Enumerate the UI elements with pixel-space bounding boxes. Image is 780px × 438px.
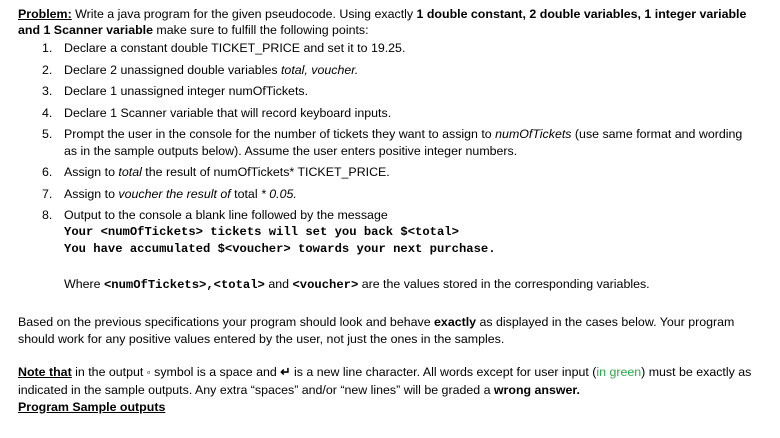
step-number: 2. xyxy=(42,62,53,77)
step-number: 1. xyxy=(42,41,53,55)
step-number: 7. xyxy=(42,186,53,201)
step-8 xyxy=(18,207,758,224)
step-text-b: (use same format and wording as in the sample outputs below). Assume the user enters positive integer numbers. xyxy=(64,127,743,158)
step-italic: total xyxy=(118,165,142,179)
where-var-tickets: <numOfTickets> xyxy=(103,277,207,292)
where-var-total: <total> xyxy=(213,277,265,292)
step-number: 8. xyxy=(42,208,53,222)
problem-statement xyxy=(18,6,758,38)
step-italic: numOfTickets xyxy=(495,127,572,141)
step-3 xyxy=(18,83,758,100)
note-wrong-answer: wrong answer. xyxy=(493,382,580,397)
note-text-a: in the output xyxy=(71,364,147,379)
note-paragraph xyxy=(18,364,758,416)
step-text: Declare 1 unassigned integer numOfTickets. xyxy=(64,84,309,98)
note-text-b: symbol is a space and xyxy=(150,364,281,379)
problem-requirements: 1 double constant, 2 double variables, 1 integer variable and 1 Scanner variable xyxy=(18,7,747,37)
code-line-1: Your <numOfTickets> tickets will set you back $<total> xyxy=(64,224,459,239)
problem-intro-b: make sure to fulfill the following points: xyxy=(152,23,369,37)
step-1 xyxy=(18,40,758,57)
step-italic-2: * 0.05. xyxy=(261,186,297,201)
para1-exactly: exactly xyxy=(434,314,477,329)
step-7 xyxy=(18,186,758,203)
step-number: 4. xyxy=(42,105,53,120)
behavior-paragraph xyxy=(18,314,758,348)
where-separator: , xyxy=(206,277,214,292)
space-symbol-icon: ◦ xyxy=(146,366,151,379)
para1-text-b: as displayed in the cases below. Your program should work for any positive values entered by the user, not just the ones in the samples. xyxy=(18,314,735,346)
step-6 xyxy=(18,164,758,181)
where-text-b: are the values stored in the corresponding variables. xyxy=(358,276,650,291)
step-text: Declare 1 Scanner variable that will record keyboard inputs. xyxy=(64,105,392,120)
step-number: 5. xyxy=(42,127,53,141)
step-number: 3. xyxy=(42,84,53,98)
note-green-label: in green xyxy=(596,364,642,379)
where-explanation xyxy=(18,276,758,293)
step-5 xyxy=(18,126,758,159)
step-italic: voucher the result of xyxy=(118,186,231,201)
step-text: Declare a constant double TICKET_PRICE and set it to 19.25. xyxy=(64,41,406,55)
note-text-d: ) must be exactly as indicated in the sample outputs. Any extra “spaces” and/or “new lines” will be graded a xyxy=(18,364,752,397)
where-var-voucher: <voucher> xyxy=(292,277,359,292)
step-text-b: total xyxy=(230,186,262,201)
step-4 xyxy=(18,105,758,122)
newline-symbol-icon: ↵ xyxy=(280,364,291,379)
problem-label: Problem: xyxy=(18,7,72,21)
sample-outputs-heading: Program Sample outputs xyxy=(18,399,166,414)
steps-list xyxy=(18,40,758,224)
step-text-b: the result of numOfTickets* TICKET_PRICE. xyxy=(141,165,390,179)
problem-intro-a: Write a java program for the given pseudocode. Using exactly xyxy=(71,7,417,21)
step-text: Assign to xyxy=(64,186,119,201)
note-label: Note that xyxy=(18,364,72,379)
step-text: Declare 2 unassigned double variables xyxy=(64,62,281,77)
where-and: and xyxy=(264,276,293,291)
step-text: Assign to xyxy=(64,165,119,179)
note-text-c: is a new line character. All words except for user input ( xyxy=(290,364,597,379)
step-text: Output to the console a blank line followed by the message xyxy=(64,208,388,222)
step-number: 6. xyxy=(42,165,53,179)
para1-text-a: Based on the previous specifications your program should look and behave xyxy=(18,314,435,329)
code-line-2: You have accumulated $<voucher> towards your next purchase. xyxy=(64,241,496,256)
document-body xyxy=(18,6,758,416)
step-text: Prompt the user in the console for the number of tickets they want to assign to xyxy=(64,127,496,141)
where-text-a: Where xyxy=(64,276,104,291)
step-2 xyxy=(18,62,758,79)
step-italic: total, voucher. xyxy=(280,62,359,77)
output-message-code xyxy=(18,224,758,258)
